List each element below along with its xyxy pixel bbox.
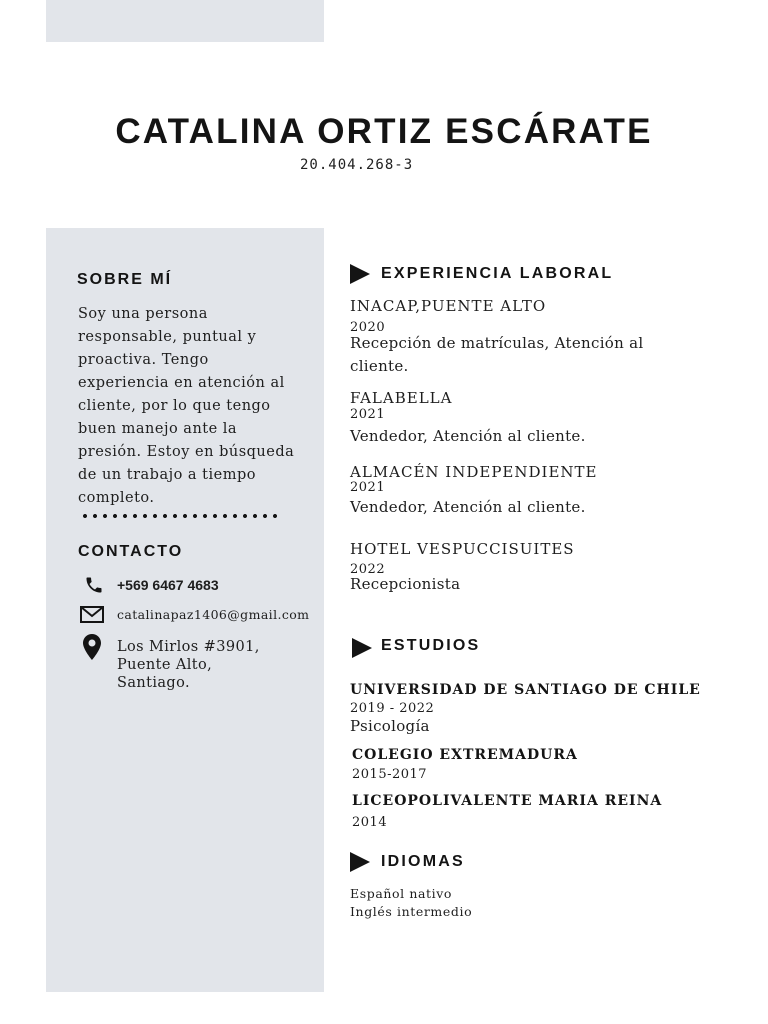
envelope-icon [80,606,104,623]
education-years: 2014 [352,815,388,830]
education-heading: ESTUDIOS [381,637,481,654]
education-years: 2019 - 2022 [350,701,435,716]
candidate-name: CATALINA ORTIZ ESCÁRATE [115,112,653,151]
phone-icon [84,575,104,595]
candidate-rut: 20.404.268-3 [300,157,414,173]
contact-heading: CONTACTO [78,543,184,560]
phone-number[interactable]: +569 6467 4683 [117,577,219,593]
job-company: HOTEL VESPUCCISUITES [350,540,575,558]
education-institution: LICEOPOLIVALENTE MARIA REINA [352,793,663,809]
play-arrow-icon [350,264,370,284]
job-description: Vendedor, Atención al cliente. [350,498,586,516]
address-line: Los Mirlos #3901, [117,639,260,655]
job-description: Vendedor, Atención al cliente. [350,427,586,445]
email-address[interactable]: catalinapaz1406@gmail.com [117,607,310,622]
play-arrow-icon [350,852,370,872]
top-decorative-block [46,0,324,42]
job-year: 2020 [350,320,386,335]
job-year: 2021 [350,407,386,422]
education-field: Psicología [350,717,430,735]
about-heading: SOBRE MÍ [77,271,173,288]
about-text: Soy una persona responsable, puntual y proactiva. Tengo experiencia en atención al cliente, por lo que tengo buen manejo ante la presión. Estoy en búsqueda de un trabajo a tiempo completo. [78,306,295,506]
language-item: Español nativo [350,886,453,901]
dotted-divider [80,513,280,519]
address [117,638,260,692]
map-pin-icon [83,634,101,660]
job-description: Recepcionista [350,575,461,593]
address-line: Puente Alto, [117,657,213,673]
experience-heading: EXPERIENCIA LABORAL [381,265,614,282]
education-institution: COLEGIO EXTREMADURA [352,747,578,763]
job-company: INACAP,PUENTE ALTO [350,297,547,315]
job-company: FALABELLA [350,389,453,407]
job-description: Recepción de matrículas, Atención al cliente. [350,334,644,375]
education-years: 2015-2017 [352,767,428,782]
language-item: Inglés intermedio [350,904,473,919]
job-year: 2022 [350,562,386,577]
play-arrow-icon [352,638,372,658]
address-line: Santiago. [117,675,190,691]
job-company: ALMACÉN INDEPENDIENTE [350,463,598,481]
languages-heading: IDIOMAS [381,853,465,870]
education-institution: UNIVERSIDAD DE SANTIAGO DE CHILE [350,682,701,698]
job-year: 2021 [350,480,386,495]
